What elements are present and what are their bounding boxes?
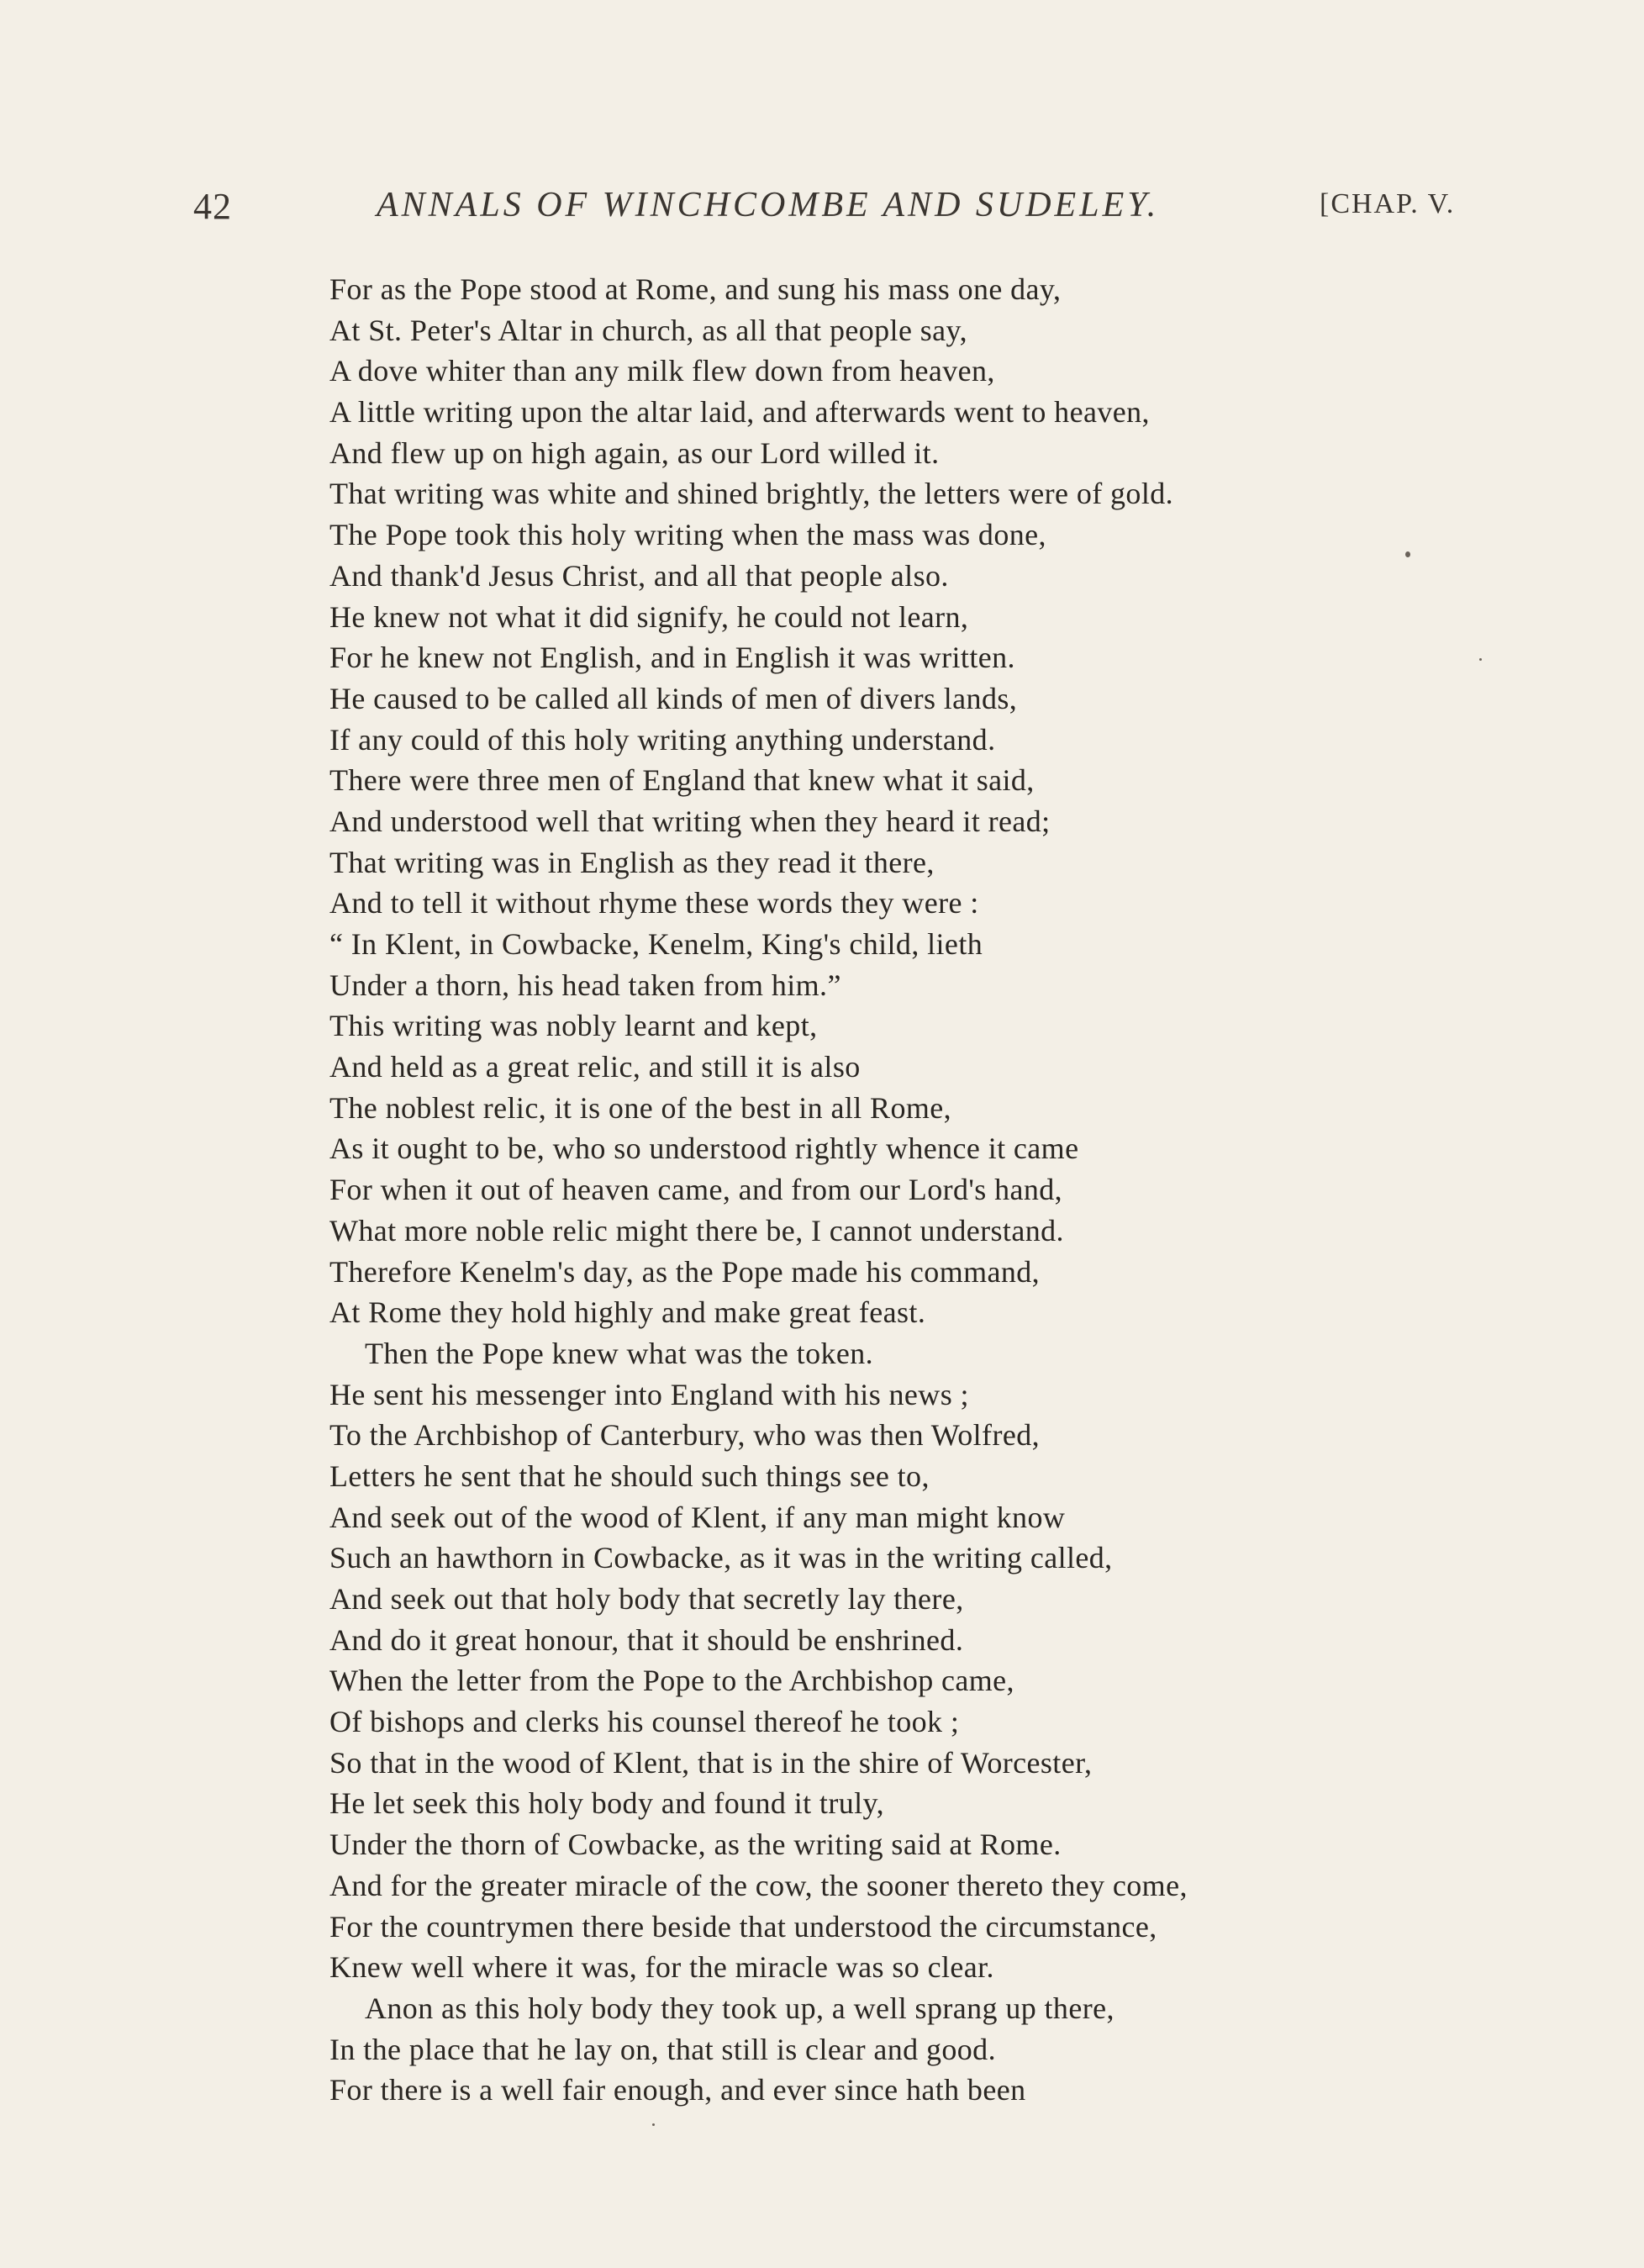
poem-line: At Rome they hold highly and make great feast. (329, 1295, 926, 1330)
poem-line: For as the Pope stood at Rome, and sung his mass one day, (329, 272, 1062, 306)
poem-body (329, 269, 1422, 2111)
poem-line: When the letter from the Pope to the Archbishop came, (329, 1664, 1014, 1698)
poem-line: That writing was in English as they read it there, (329, 845, 935, 879)
poem-line: He caused to be called all kinds of men of divers lands, (329, 681, 1018, 715)
poem-line: Such an hawthorn in Cowbacke, as it was in the writing called, (329, 1541, 1113, 1575)
poem-line: This writing was nobly learnt and kept, (329, 1009, 818, 1043)
poem-line: Therefore Kenelm's day, as the Pope made his command, (329, 1254, 1041, 1289)
poem-line: As it ought to be, who so understood rightly whence it came (329, 1131, 1079, 1166)
poem-line: Anon as this holy body they took up, a well sprang up there, (365, 1991, 1114, 2025)
poem-line: For the countrymen there beside that understood the circumstance, (329, 1909, 1157, 1944)
poem-line: Under a thorn, his head taken from him.” (329, 968, 841, 1002)
poem-line: And for the greater miracle of the cow, the sooner thereto they come, (329, 1868, 1188, 1902)
poem-line: And flew up on high again, as our Lord willed it. (329, 435, 940, 470)
poem-line: A little writing upon the altar laid, and afterwards went to heaven, (329, 395, 1150, 430)
poem-line: Under the thorn of Cowbacke, as the writing said at Rome. (329, 1828, 1062, 1862)
print-speck (1479, 658, 1482, 661)
poem-line: Of bishops and clerks his counsel thereof he took ; (329, 1705, 960, 1739)
print-speck (652, 2123, 655, 2126)
poem-line: For he knew not English, and in English it was written. (329, 641, 1015, 675)
poem-line: A dove whiter than any milk flew down from heaven, (329, 354, 995, 388)
poem-line: The noblest relic, it is one of the best in all Rome, (329, 1090, 952, 1125)
poem-line: In the place that he lay on, that still is clear and good. (329, 2032, 996, 2066)
poem-line: For there is a well fair enough, and ever since hath been (329, 2073, 1026, 2107)
running-title: ANNALS OF WINCHCOMBE AND SUDELEY. (377, 186, 1160, 224)
poem-line: Letters he sent that he should such things see to, (329, 1458, 930, 1493)
poem-line: He let seek this holy body and found it truly, (329, 1786, 884, 1821)
poem-line: For when it out of heaven came, and from our Lord's hand, (329, 1173, 1063, 1207)
poem-line: Then the Pope knew what was the token. (365, 1336, 874, 1370)
poem-line: He knew not what it did signify, he could not learn, (329, 599, 969, 634)
poem-line: So that in the wood of Klent, that is in the shire of Worcester, (329, 1745, 1093, 1780)
poem-line: To the Archbishop of Canterbury, who was then Wolfred, (329, 1418, 1041, 1453)
poem-line: And held as a great relic, and still it is also (329, 1050, 861, 1084)
print-speck (1405, 551, 1410, 557)
poem-line: What more noble relic might there be, I cannot understand. (329, 1213, 1064, 1247)
page-number: 42 (193, 186, 232, 227)
poem-line: Knew well where it was, for the miracle was so clear. (329, 1950, 994, 1985)
poem-line: And do it great honour, that it should be enshrined. (329, 1622, 964, 1657)
poem-line: And seek out of the wood of Klent, if any man might know (329, 1500, 1066, 1534)
poem-line: And to tell it without rhyme these words they were : (329, 886, 979, 920)
poem-line: There were three men of England that knew what it said, (329, 763, 1035, 798)
poem-line: The Pope took this holy writing when the mass was done, (329, 518, 1046, 552)
poem-line: And understood well that writing when they heard it read; (329, 804, 1051, 838)
page-header (0, 177, 1644, 235)
poem-line: He sent his messenger into England with his news ; (329, 1377, 969, 1411)
poem-line: “ In Klent, in Cowbacke, Kenelm, King's child, lieth (329, 927, 983, 961)
poem-line: And seek out that holy body that secretly lay there, (329, 1582, 964, 1616)
poem-line: That writing was white and shined brightly, the letters were of gold. (329, 477, 1174, 511)
poem-line: And thank'd Jesus Christ, and all that people also. (329, 558, 949, 593)
chapter-reference: [CHAP. V. (1320, 188, 1456, 219)
poem-line: If any could of this holy writing anything understand. (329, 722, 996, 757)
poem-line: At St. Peter's Altar in church, as all that people say, (329, 313, 967, 347)
